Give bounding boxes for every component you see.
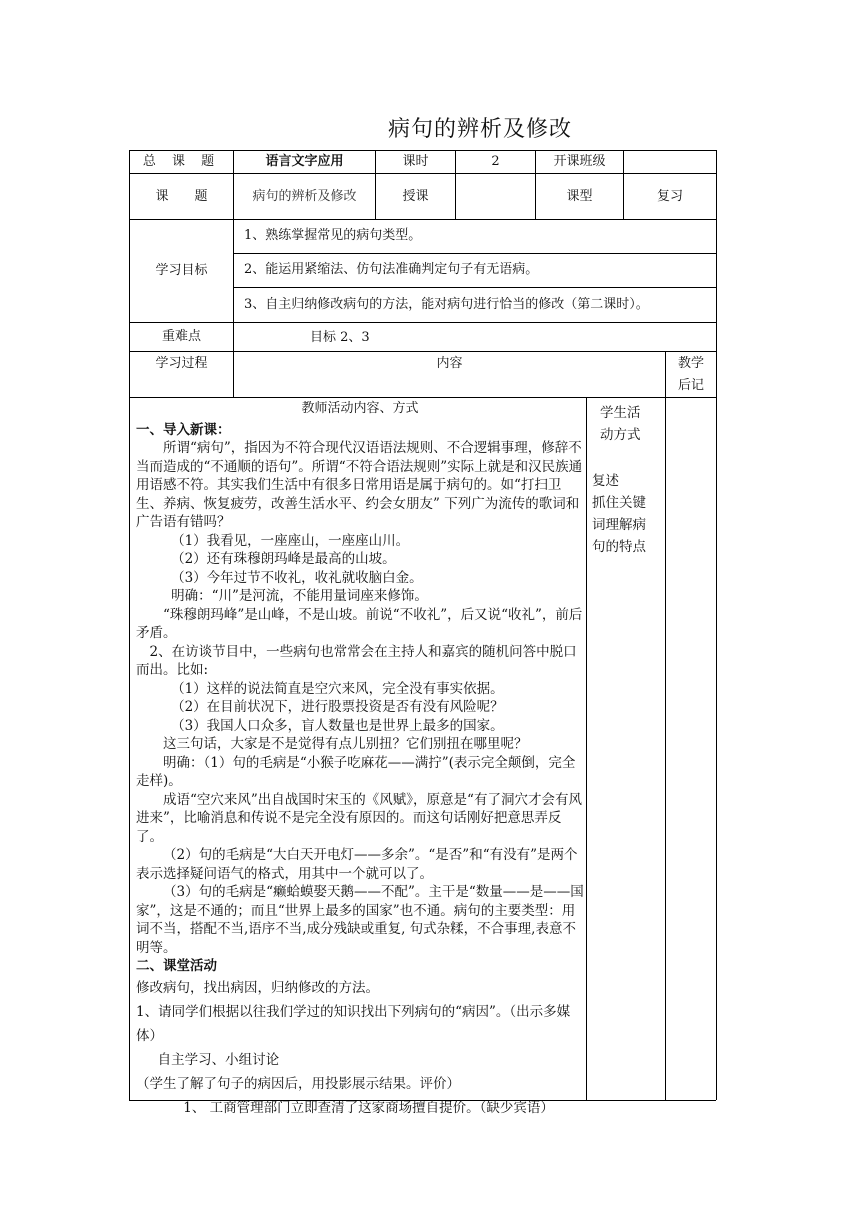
teacher-activity-header: 教师活动内容、方式 <box>301 401 419 416</box>
example-line: 1、 工商管理部门立即查清了这家商场擅自提价。（缺少宾语） <box>183 1099 554 1116</box>
student-activity-line: 复述 <box>592 473 619 489</box>
goal-item: 1、熟练掌握常见的病句类型。 <box>244 228 422 243</box>
total-topic-label: 总 课 题 <box>142 154 221 169</box>
example-line: （2）在目前状况下，进行股票投资是否有没有风险呢？ <box>171 699 504 715</box>
section-heading: 一、导入新课： <box>136 421 231 438</box>
key-points-label: 重难点 <box>161 329 201 344</box>
goals-label: 学习目标 <box>155 263 208 278</box>
goal-item: 2、能运用紧缩法、仿句法准确判定句子有无语病。 <box>244 262 539 277</box>
section-heading: 二、课堂活动 <box>136 958 217 974</box>
topic-value: 病句的辨析及修改 <box>252 188 357 204</box>
paragraph: 2、在访谈节目中，一些病句也常常会在主持人和嘉宾的随机问答中脱口而出。比如: <box>136 643 577 678</box>
example-line: （1）我看见，一座座山，一座座山川。 <box>171 532 410 549</box>
example-line: （2）还有珠穆朗玛峰是最高的山坡。 <box>171 551 396 567</box>
paragraph: （学生了解了句子的病因后，用投影展示结果。评价） <box>136 1075 460 1092</box>
paragraph: 自主学习、小组讨论 <box>157 1051 280 1068</box>
student-activity-line: 词理解病 <box>592 517 646 533</box>
student-activity-line: 抓住关键 <box>592 495 646 511</box>
paragraph: “珠穆朗玛峰”是山峰，不是山坡。前说“不收礼”，后又说“收礼”，前后矛盾。 <box>136 606 583 641</box>
teaching-label: 授课 <box>402 188 429 204</box>
lesson-type-value: 复习 <box>656 188 683 204</box>
example-line: （3）今年过节不收礼，收礼就收脑白金。 <box>171 569 423 586</box>
total-topic-value: 语言文字应用 <box>265 154 344 169</box>
example-line: （1）这样的说法简直是空穴来风，完全没有事实依据。 <box>171 680 504 697</box>
key-points-value: 目标 2、3 <box>310 330 370 345</box>
example-line: （3）我国人口众多，盲人数量也是世界上最多的国家。 <box>171 717 504 734</box>
paragraph: 修改病句，找出病因，归纳修改的方法。 <box>136 979 379 996</box>
class-value <box>624 151 716 173</box>
notes-header-1: 教学 <box>677 356 704 371</box>
paragraph: 这三句话，大家是不是觉得有点儿别扭？它们别扭在哪里呢？ <box>163 736 528 752</box>
content-header: 内容 <box>436 356 463 371</box>
teaching-value <box>456 174 535 219</box>
student-activity <box>592 402 658 558</box>
lesson-content <box>136 400 584 1120</box>
period-label: 课时 <box>402 154 429 169</box>
notes-header-2: 后记 <box>677 378 704 393</box>
lesson-type-label: 课型 <box>566 188 593 204</box>
student-activity-line: 句的特点 <box>592 539 646 555</box>
student-activity-header-1: 学生活 <box>600 405 641 421</box>
paragraph: 所谓“病句”，指因为不符合现代汉语语法规则、不合逻辑事理，修辞不当而造成的“不通顺的语句”。所谓“不符合语法规则”实际上就是和汉民族通用语感不符。其实我们生活中有很多日常用语是属于病句的。如“打扫卫生、养病、恢复疲劳，改善生活水平、约会女朋友” 下列广为流传的歌词和广告语有错吗？ <box>136 440 583 530</box>
paragraph: 明确：（1）句的毛病是“小猴子吃麻花——满拧”(表示完全颠倒，完全走样)。 <box>136 754 576 789</box>
paragraph: （3）句的毛病是“癞蛤蟆娶天鹅——不配”。主干是“数量——是——国家”，这是不通的；而且“世界上最多的国家”也不通。病句的主要类型：用词不当，搭配不当,语序不当,成分残缺或重复, 句式杂糅，不合事理,表意不明等。 <box>136 884 584 956</box>
page-title: 病句的辨析及修改 <box>387 117 572 142</box>
paragraph: 1、请同学们根据以往我们学过的知识找出下列病句的“病因”。（出示多媒体） <box>136 1003 571 1044</box>
student-activity-header-2: 动方式 <box>600 427 641 443</box>
goal-item: 3、自主归纳修改病句的方法，能对病句进行恰当的修改（第二课时）。 <box>244 297 649 312</box>
paragraph: （2）句的毛病是“大白天开电灯——多余”。“是否”和“有没有”是两个表示选择疑问语气的格式，用其中一个就可以了。 <box>136 847 578 882</box>
process-label: 学习过程 <box>155 356 208 371</box>
paragraph: 明确：“川”是河流，不能用量词座来修饰。 <box>171 588 428 604</box>
period-value: 2 <box>491 154 500 169</box>
class-label: 开课班级 <box>553 154 606 169</box>
paragraph: 成语“空穴来风”出自战国时宋玉的《风赋》，原意是“有了洞穴才会有风进来”，比喻消息和传说不是完全没有原因的。而这句话刚好把意思弄反了。 <box>136 791 582 845</box>
topic-label: 课 题 <box>155 188 208 204</box>
